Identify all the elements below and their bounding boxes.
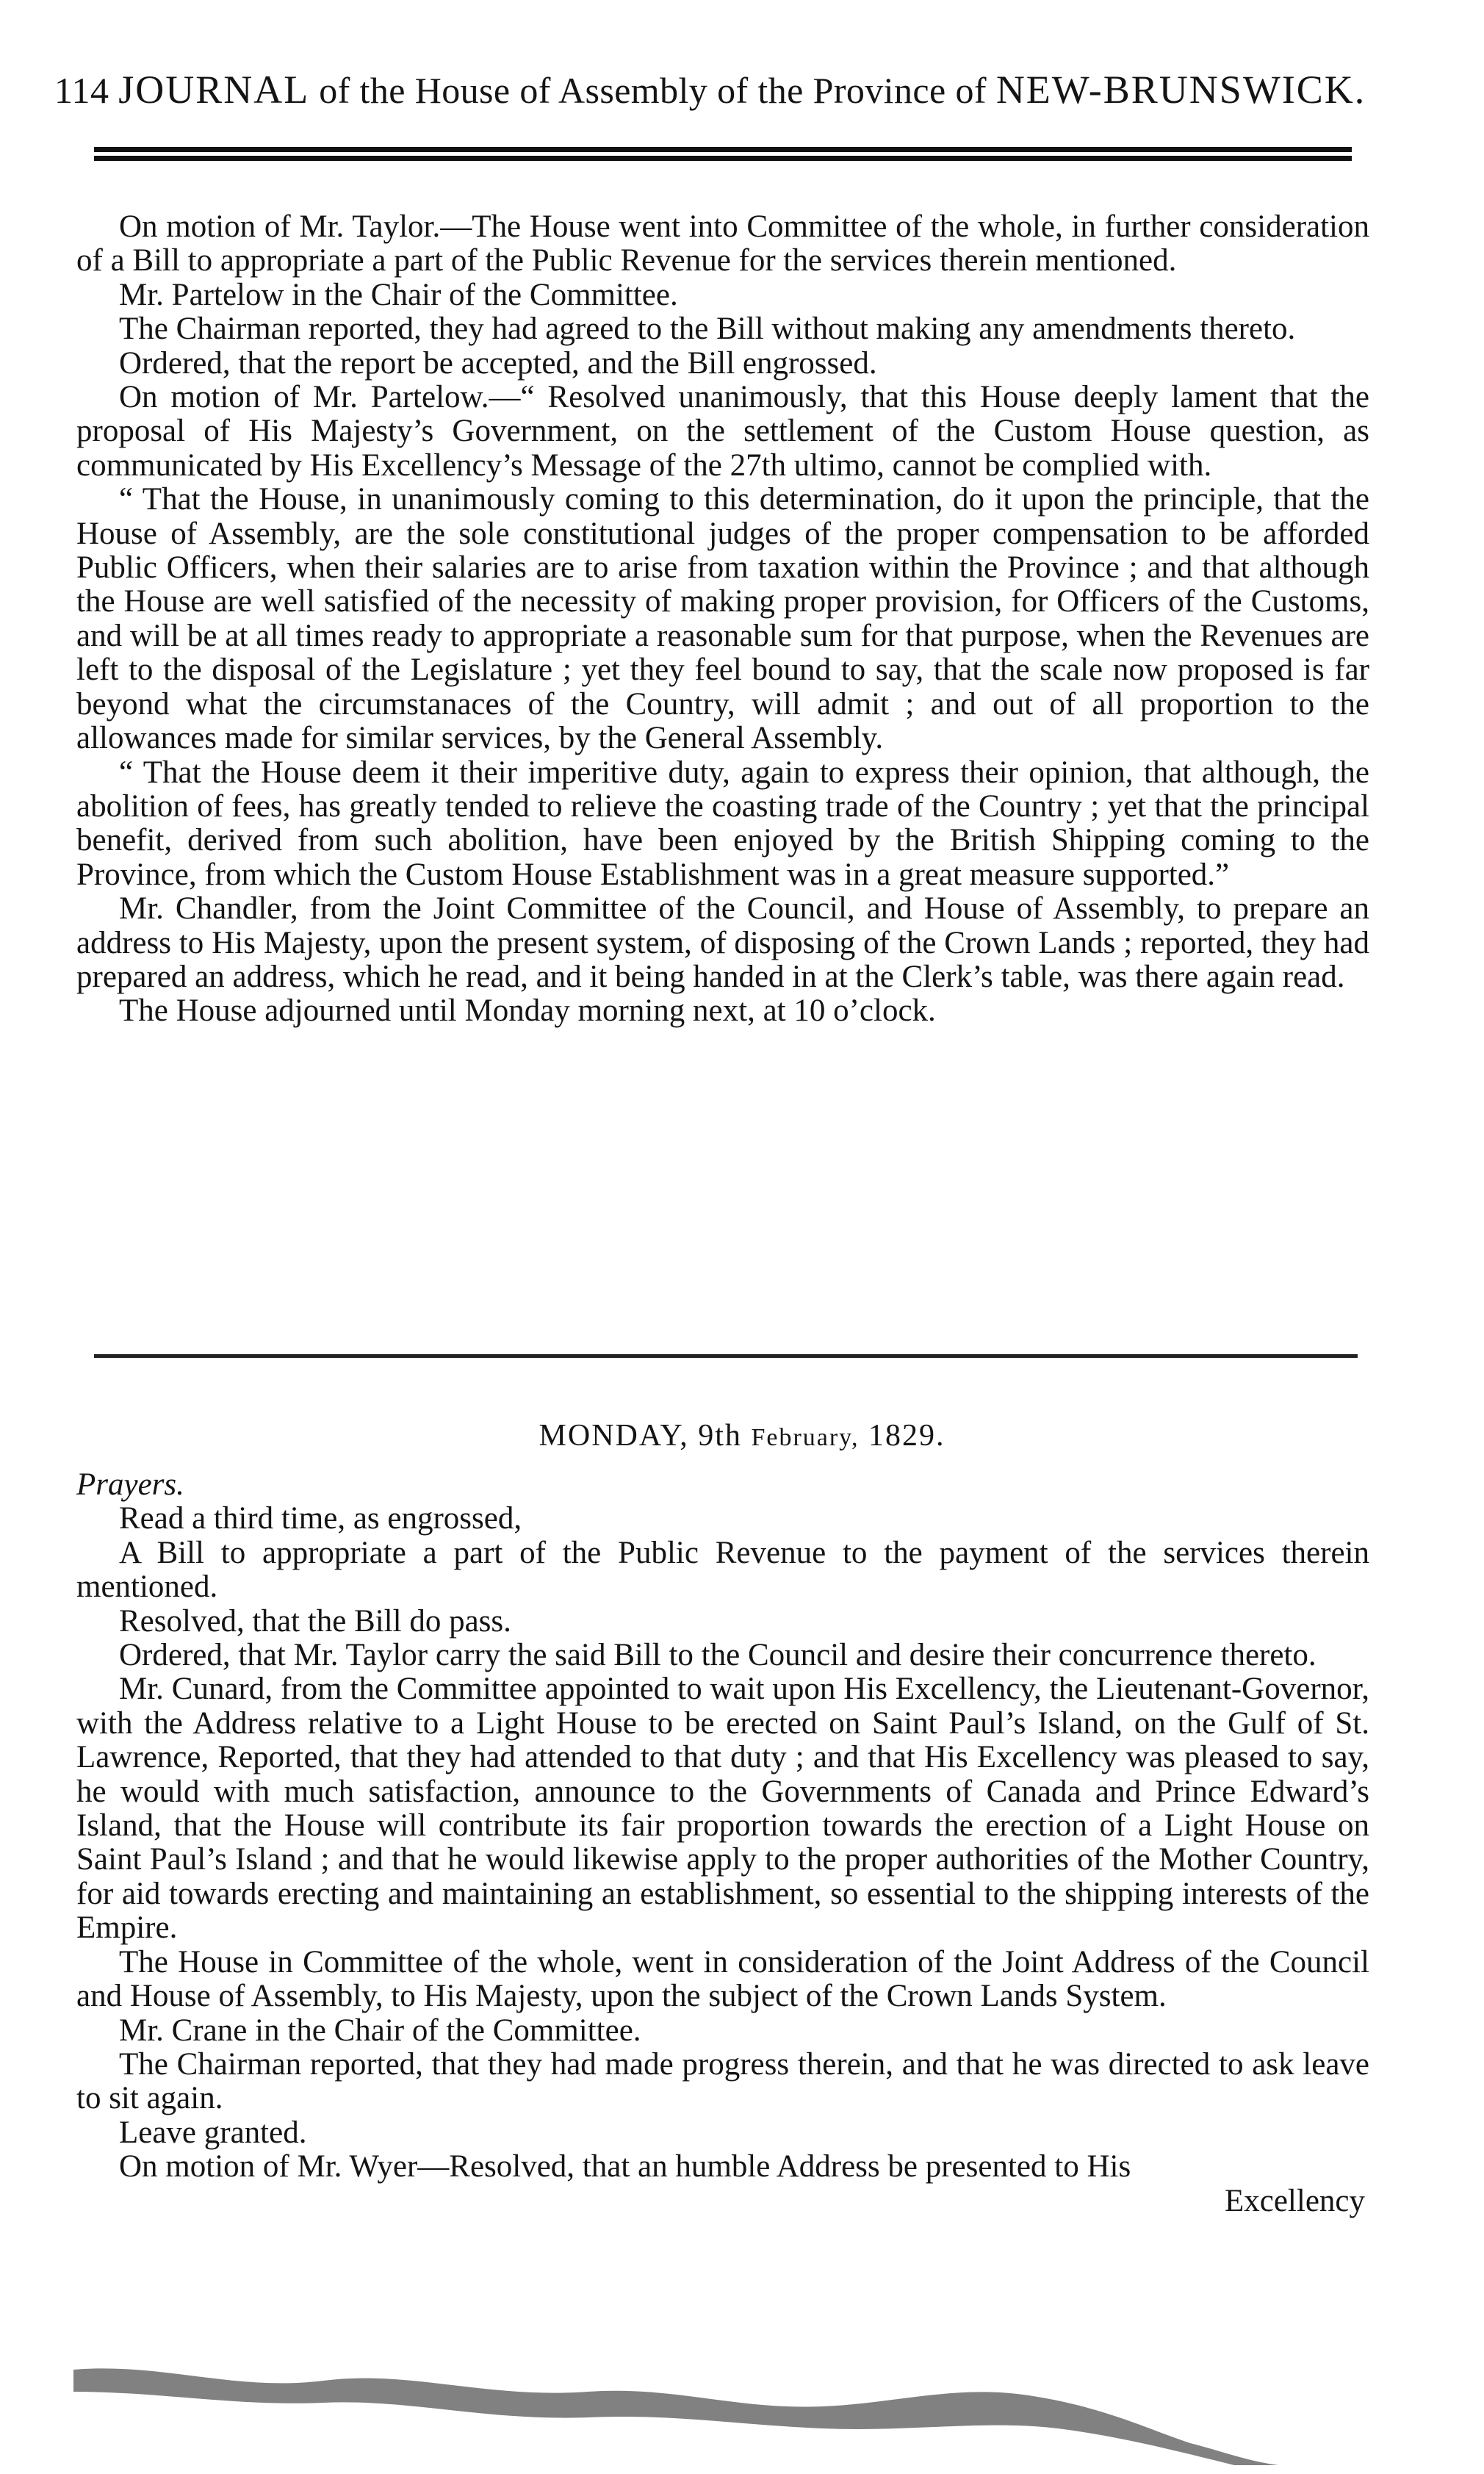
prayers-line: Prayers. [76, 1467, 184, 1502]
section-divider-rule [94, 1354, 1358, 1358]
date-weekday: MONDAY, [539, 1419, 689, 1453]
proceedings-block-1 [76, 210, 1369, 1029]
paragraph: Leave granted. [119, 2115, 307, 2150]
paragraph: Mr. Cunard, from the Committee appointed to wait upon His Excellency, the Lieutenant-Governor, with the Address relative to a Light House to be erected on Saint Paul’s Island, on the Gulf of St. Lawrence, Reported, that they had attended to that duty ; and that His Excellency was pleased to say, he would with much satisfaction, announce to the Governments of Canada and Prince Edward’s Island, that the House will contribute its fair proportion towards the erection of a Light House on Saint Paul’s Island ; and that he would likewise apply to the proper authorities of the Mother Country, for aid towards erecting and maintaining an establishment, so essential to the shipping interests of the Empire. [76, 1672, 1369, 1946]
paragraph: Resolved, that the Bill do pass. [119, 1603, 511, 1639]
paragraph: Ordered, that the report be accepted, and the Bill engrossed. [119, 345, 877, 381]
paragraph: The Chairman reported, that they had made progress therein, and that he was directed to ask leave to sit again. [76, 2046, 1369, 2116]
paragraph: The House adjourned until Monday morning next, at 10 o’clock. [119, 993, 936, 1029]
paragraph: The House in Committee of the whole, went in consideration of the Joint Address of the Council and House of Assembly, to His Majesty, upon the subject of the Crown Lands System. [76, 1944, 1369, 2014]
header-double-rule [94, 147, 1352, 163]
paragraph: “ That the House, in unanimously coming to this determination, do it upon the principle, that the House of Assembly, are the sole constitutional judges of the proper compensation to be afforded Public Officers, when their salaries are to arise from taxation within the Province ; and that although the House are well satisfied of the necessity of making proper provision, for Officers of the Customs, and will be at all times ready to appropriate a reasonable sum for that purpose, when the Revenues are left to the disposal of the Legislature ; yet they feel bound to say, that the scale now proposed is far beyond what the circumstanaces of the Country, will admit ; and out of all proportion to the allowances made for similar services, by the General Assembly. [76, 482, 1369, 756]
paragraph: The Chairman reported, they had agreed to the Bill without making any amendments thereto. [119, 312, 1296, 347]
paragraph: On motion of Mr. Taylor.—The House went into Committee of the whole, in further consideration of a Bill to appropriate a part of the Public Revenue for the services therein mentioned. [76, 209, 1369, 278]
running-header [54, 68, 1369, 112]
bottom-ink-smudge [73, 2340, 1366, 2465]
paragraph: On motion of Mr. Partelow.—“ Resolved unanimously, that this House deeply lament that the proposal of His Majesty’s Government, on the settlement of the Custom House question, as communicated by His Excellency’s Message of the 27th ultimo, cannot be complied with. [76, 380, 1369, 483]
paragraph: Read a third time, as engrossed, [119, 1501, 522, 1536]
date-heading [0, 1418, 1484, 1453]
date-year: 1829. [868, 1419, 945, 1453]
paragraph: Mr. Crane in the Chair of the Committee. [119, 2013, 641, 2048]
date-day: 9th [698, 1419, 742, 1453]
catchword: Excellency [1224, 2183, 1365, 2218]
paragraph: Mr. Chandler, from the Joint Committee of the Council, and House of Assembly, to prepare an address to His Majesty, upon the present system, of disposing of the Crown Lands ; reported, they had prepared an address, which he read, and it being handed in at the Clerk’s table, was there again read. [76, 891, 1369, 994]
header-house-of-assembly: of the House of Assembly of the Province of [319, 70, 987, 111]
paragraph: On motion of Mr. Wyer—Resolved, that an humble Address be presented to His [119, 2149, 1131, 2184]
paragraph: “ That the House deem it their imperitive duty, again to express their opinion, that although, the abolition of fees, has greatly tended to relieve the coasting trade of the Country ; yet that the principal benefit, derived from such abolition, have been enjoyed by the British Shipping coming to the Province, from which the Custom House Establishment was in a great measure supported.” [76, 755, 1369, 892]
paragraph: Mr. Partelow in the Chair of the Committee. [119, 277, 678, 312]
proceedings-block-2 [76, 1468, 1369, 2218]
journal-title: JOURNAL [118, 68, 310, 112]
page-number: 114 [54, 70, 109, 111]
date-month: February, [751, 1424, 860, 1451]
header-province: NEW-BRUNSWICK. [995, 68, 1366, 112]
paragraph: A Bill to appropriate a part of the Public Revenue to the payment of the services therein mentioned. [76, 1535, 1369, 1605]
paragraph: Ordered, that Mr. Taylor carry the said Bill to the Council and desire their concurrence thereto. [119, 1638, 1316, 1673]
